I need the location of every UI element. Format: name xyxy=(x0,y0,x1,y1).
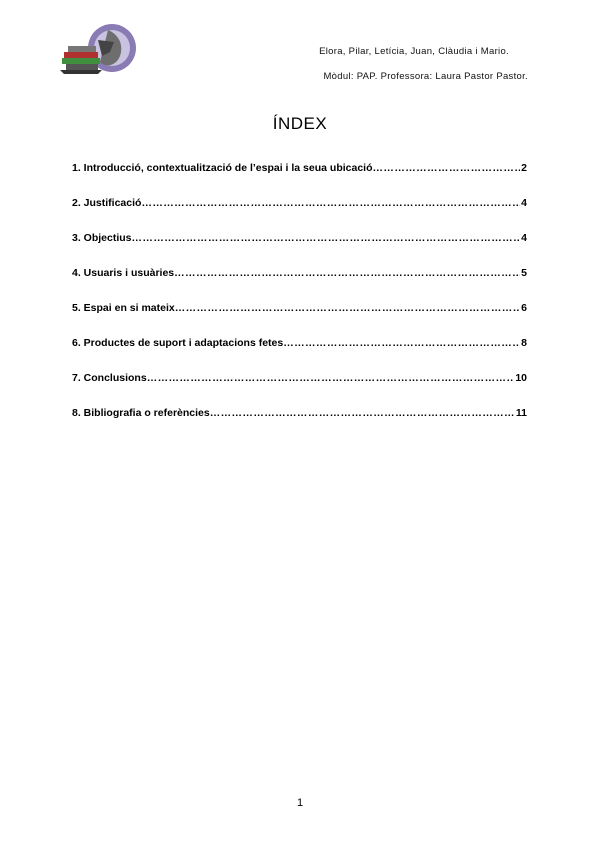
toc-item-page: 10 xyxy=(515,372,527,384)
toc-leader-dots xyxy=(141,195,520,211)
page-title: ÍNDEX xyxy=(272,114,328,133)
toc-leader-dots xyxy=(373,160,521,176)
school-logo-icon xyxy=(58,22,140,78)
toc-item[interactable] xyxy=(72,300,527,335)
toc-leader-dots xyxy=(132,230,521,246)
toc-item[interactable] xyxy=(72,370,527,405)
toc-leader-dots xyxy=(147,370,515,386)
toc-item-label: 6. Productes de suport i adaptacions fetes xyxy=(72,337,284,349)
toc-item[interactable] xyxy=(72,160,527,195)
toc-item-page: 4 xyxy=(521,197,527,209)
toc-item[interactable] xyxy=(72,405,527,440)
toc-item[interactable] xyxy=(72,335,527,370)
header-module-teacher: Mòdul: PAP. Professora: Laura Pastor Pastor. xyxy=(323,71,528,82)
toc-item-page: 4 xyxy=(521,232,527,244)
toc-item-page: 11 xyxy=(515,407,527,419)
toc-item-page: 6 xyxy=(521,302,527,314)
toc-item[interactable] xyxy=(72,230,527,265)
toc-item-label: 5. Espai en si mateix xyxy=(72,302,175,314)
toc-item-label: 1. Introducció, contextualització de l’espai i la seua ubicació xyxy=(72,162,373,174)
toc-leader-dots xyxy=(210,405,515,421)
header-authors: Elora, Pilar, Letícia, Juan, Clàudia i Mario. xyxy=(319,46,509,57)
toc-item-label: 2. Justificació xyxy=(72,197,142,209)
toc-leader-dots xyxy=(283,335,520,351)
table-of-contents xyxy=(72,160,527,440)
page-number: 1 xyxy=(296,797,304,809)
toc-item-label: 7. Conclusions xyxy=(72,372,147,384)
toc-leader-dots xyxy=(175,300,520,316)
toc-item-page: 8 xyxy=(521,337,527,349)
toc-item[interactable] xyxy=(72,195,527,230)
toc-item-page: 2 xyxy=(521,162,527,174)
toc-leader-dots xyxy=(174,265,520,281)
toc-item-page: 5 xyxy=(521,267,527,279)
toc-item-label: 3. Objectius xyxy=(72,232,132,244)
toc-item-label: 8. Bibliografia o referències xyxy=(72,407,210,419)
toc-item[interactable] xyxy=(72,265,527,300)
toc-item-label: 4. Usuaris i usuàries xyxy=(72,267,175,279)
